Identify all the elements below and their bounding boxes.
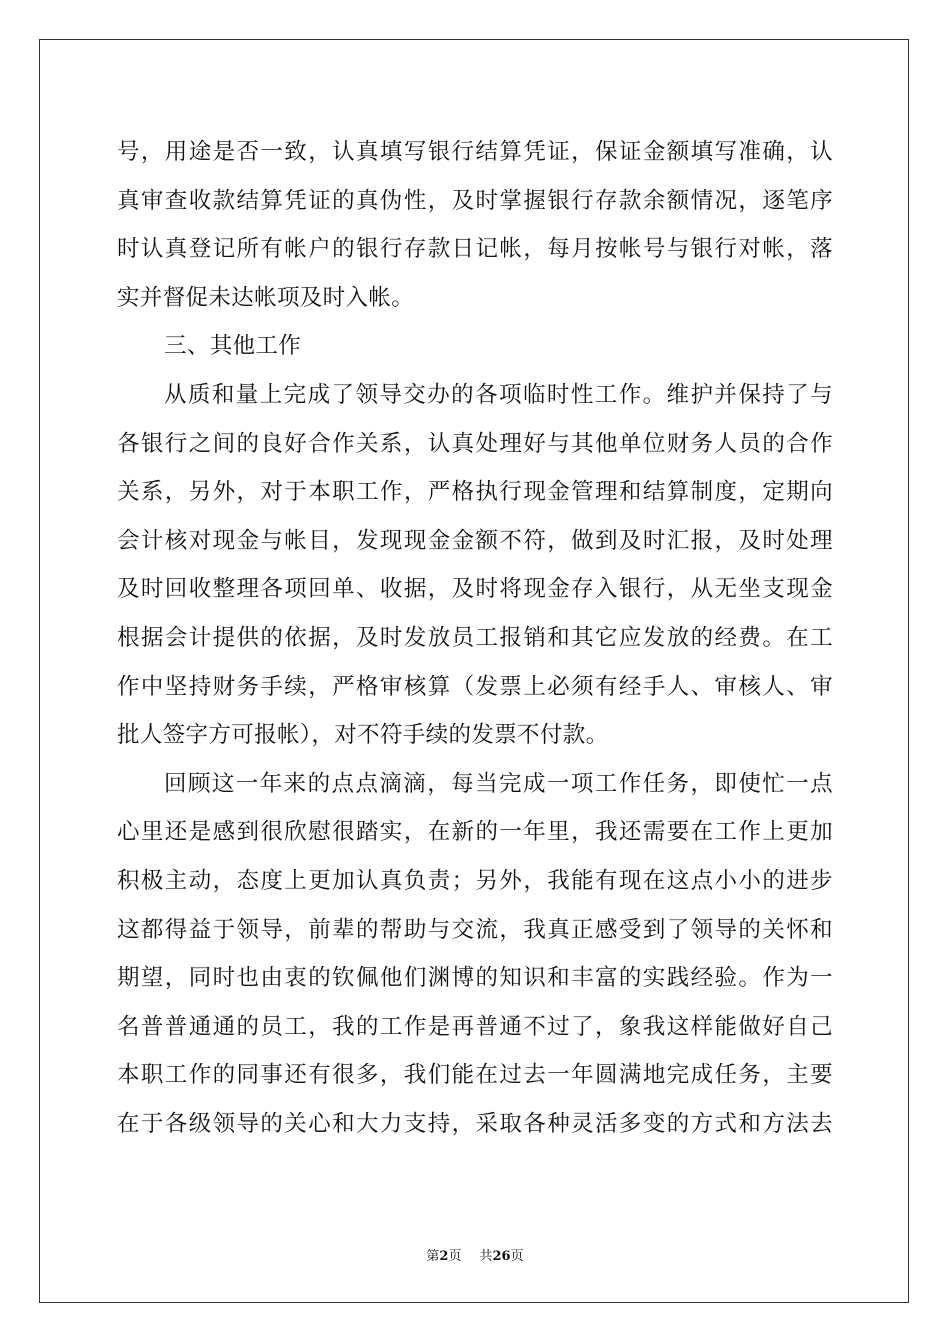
text-line: 会计核对现金与帐目，发现现金金额不符，做到及时汇报，及时处理	[117, 527, 833, 554]
total-prefix: 共	[479, 1249, 493, 1264]
text-line: 积极主动，态度上更加认真负责；另外，我能有现在这点小小的进步	[117, 867, 833, 894]
text-line: 回顾这一年来的点点滴滴，每当完成一项工作任务，即使忙一点	[164, 770, 833, 797]
text-line: 真审查收款结算凭证的真伪性，及时掌握银行存款余额情况，逐笔序	[117, 187, 833, 214]
text-line: 根据会计提供的依据，及时发放员工报销和其它应发放的经费。在工	[117, 624, 833, 651]
text-line: 在于各级领导的关心和大力支持，采取各种灵活多变的方式和方法去	[117, 1110, 833, 1137]
text-line: 从质和量上完成了领导交办的各项临时性工作。维护并保持了与	[164, 381, 833, 408]
text-line: 时认真登记所有帐户的银行存款日记帐，每月按帐号与银行对帐，落	[117, 236, 833, 263]
total-suffix: 页	[510, 1249, 524, 1264]
text-line: 本职工作的同事还有很多，我们能在过去一年圆满地完成任务，主要	[117, 1062, 833, 1089]
page-suffix: 页	[448, 1249, 462, 1264]
section-heading: 三、其他工作	[164, 333, 302, 360]
page-number: 2	[439, 1249, 449, 1264]
text-line: 期望，同时也由衷的钦佩他们渊博的知识和丰富的实践经验。作为一	[117, 965, 833, 992]
text-line: 作中坚持财务手续，严格审核算（发票上必须有经手人、审核人、审	[117, 673, 833, 700]
text-line: 号，用途是否一致，认真填写银行结算凭证，保证金额填写准确，认	[117, 139, 833, 165]
page-prefix: 第	[426, 1249, 440, 1264]
text-line: 名普普通通的员工，我的工作是再普通不过了，象我这样能做好自己	[117, 1013, 833, 1040]
total-pages: 26	[492, 1249, 511, 1264]
text-line: 这都得益于领导，前辈的帮助与交流，我真正感受到了领导的关怀和	[117, 916, 833, 943]
page-footer	[0, 1248, 950, 1266]
text-line: 心里还是感到很欣慰很踏实，在新的一年里，我还需要在工作上更加	[117, 819, 833, 846]
text-line: 各银行之间的良好合作关系，认真处理好与其他单位财务人员的合作	[117, 430, 833, 457]
text-line: 批人签字方可报帐），对不符手续的发票不付款。	[117, 722, 609, 749]
text-line: 及时回收整理各项回单、收据，及时将现金存入银行，从无坐支现金	[117, 576, 833, 603]
text-line: 实并督促未达帐项及时入帐。	[117, 284, 415, 311]
document-body	[117, 128, 833, 1148]
text-line: 关系，另外，对于本职工作，严格执行现金管理和结算制度，定期向	[117, 479, 833, 506]
